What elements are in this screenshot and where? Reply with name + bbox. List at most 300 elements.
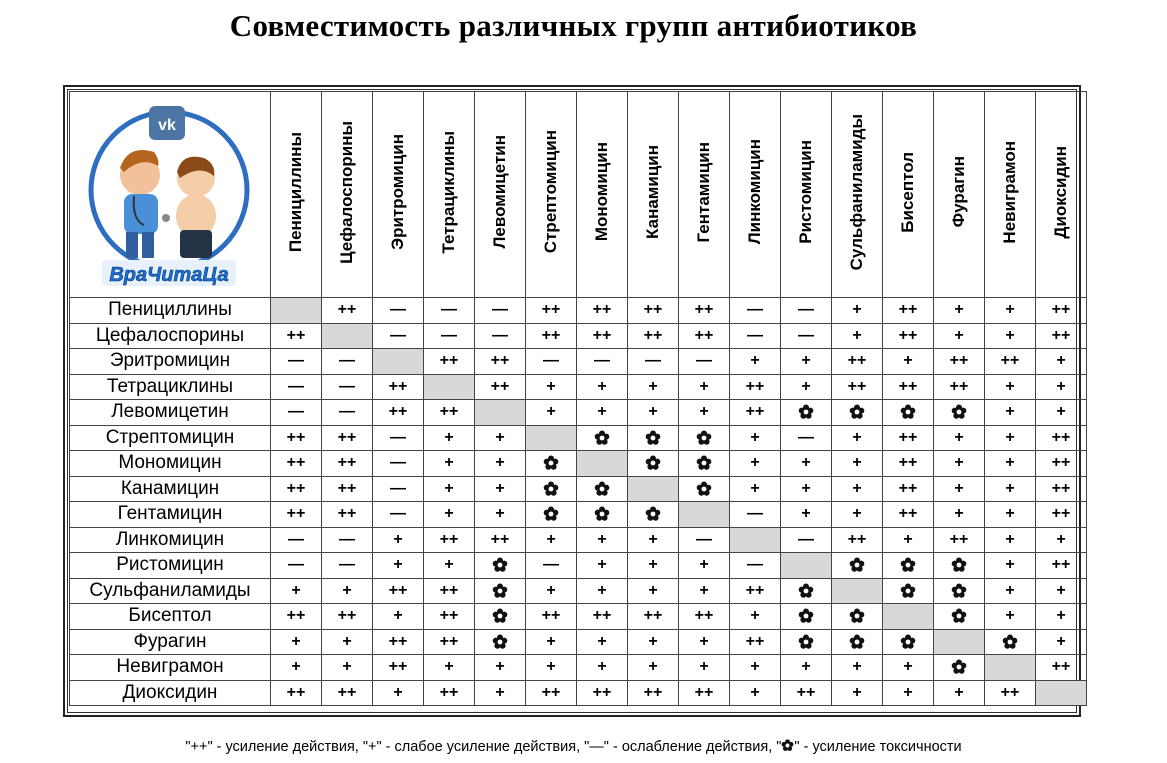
diagonal-cell bbox=[730, 527, 781, 553]
row-header: Диоксидин bbox=[70, 680, 271, 706]
interaction-cell: ++ bbox=[322, 502, 373, 528]
interaction-cell: + bbox=[985, 451, 1036, 477]
interaction-cell: ++ bbox=[424, 680, 475, 706]
interaction-cell: + bbox=[526, 629, 577, 655]
interaction-cell: + bbox=[832, 680, 883, 706]
interaction-cell: + bbox=[781, 451, 832, 477]
interaction-cell: + bbox=[475, 476, 526, 502]
interaction-cell: + bbox=[883, 655, 934, 681]
interaction-cell: ++ bbox=[730, 400, 781, 426]
diagonal-cell bbox=[475, 400, 526, 426]
column-header-label: Цефалоспорины bbox=[337, 120, 356, 264]
interaction-cell: + bbox=[730, 655, 781, 681]
interaction-cell: ++ bbox=[730, 374, 781, 400]
toxicity-flower-icon bbox=[900, 583, 916, 599]
interaction-cell: + bbox=[271, 629, 322, 655]
diagonal-cell bbox=[1036, 680, 1087, 706]
toxicity-cell bbox=[934, 604, 985, 630]
diagonal-cell bbox=[934, 629, 985, 655]
interaction-cell: + bbox=[475, 451, 526, 477]
column-header bbox=[577, 92, 628, 298]
interaction-cell: — bbox=[526, 349, 577, 375]
interaction-cell: + bbox=[1036, 527, 1087, 553]
interaction-cell: + bbox=[985, 527, 1036, 553]
interaction-cell: + bbox=[934, 476, 985, 502]
interaction-cell: + bbox=[628, 374, 679, 400]
toxicity-flower-icon bbox=[951, 659, 967, 675]
interaction-cell: ++ bbox=[526, 680, 577, 706]
row-header: Бисептол bbox=[70, 604, 271, 630]
toxicity-cell bbox=[781, 629, 832, 655]
interaction-cell: ++ bbox=[934, 527, 985, 553]
diagonal-cell bbox=[526, 425, 577, 451]
legend-text-2: " - усиление токсичности bbox=[794, 739, 962, 755]
interaction-cell: — bbox=[322, 400, 373, 426]
diagonal-cell bbox=[322, 323, 373, 349]
interaction-cell: + bbox=[985, 298, 1036, 324]
interaction-cell: ++ bbox=[883, 425, 934, 451]
toxicity-cell bbox=[934, 400, 985, 426]
toxicity-flower-icon bbox=[696, 455, 712, 471]
interaction-cell: + bbox=[526, 527, 577, 553]
toxicity-flower-icon bbox=[645, 455, 661, 471]
interaction-cell: + bbox=[985, 553, 1036, 579]
interaction-cell: + bbox=[1036, 629, 1087, 655]
interaction-cell: ++ bbox=[322, 425, 373, 451]
interaction-cell: + bbox=[526, 655, 577, 681]
svg-text:vk: vk bbox=[158, 117, 176, 134]
interaction-cell: ++ bbox=[475, 374, 526, 400]
column-header bbox=[526, 92, 577, 298]
interaction-cell: ++ bbox=[781, 680, 832, 706]
column-header bbox=[985, 92, 1036, 298]
interaction-cell: + bbox=[628, 553, 679, 579]
interaction-cell: ++ bbox=[271, 425, 322, 451]
toxicity-cell bbox=[934, 655, 985, 681]
interaction-cell: + bbox=[679, 655, 730, 681]
interaction-cell: + bbox=[424, 553, 475, 579]
table-row bbox=[70, 374, 1087, 400]
interaction-cell: — bbox=[373, 323, 424, 349]
interaction-cell: + bbox=[577, 578, 628, 604]
interaction-cell: ++ bbox=[373, 629, 424, 655]
toxicity-flower-icon bbox=[645, 430, 661, 446]
table-body bbox=[70, 298, 1087, 706]
interaction-cell: + bbox=[985, 604, 1036, 630]
interaction-cell: ++ bbox=[679, 604, 730, 630]
column-header-label: Стрептомицин bbox=[541, 130, 560, 254]
toxicity-flower-icon bbox=[543, 481, 559, 497]
interaction-cell: ++ bbox=[628, 323, 679, 349]
interaction-cell: — bbox=[679, 527, 730, 553]
column-header-label: Линкомицин bbox=[745, 139, 764, 245]
interaction-cell: ++ bbox=[424, 400, 475, 426]
interaction-cell: + bbox=[883, 527, 934, 553]
interaction-cell: + bbox=[424, 655, 475, 681]
column-header bbox=[934, 92, 985, 298]
interaction-cell: ++ bbox=[271, 604, 322, 630]
interaction-cell: + bbox=[526, 578, 577, 604]
toxicity-cell bbox=[832, 604, 883, 630]
vrachitalla-logo bbox=[84, 100, 254, 290]
toxicity-cell bbox=[781, 400, 832, 426]
interaction-cell: ++ bbox=[475, 527, 526, 553]
interaction-cell: ++ bbox=[526, 323, 577, 349]
interaction-cell: + bbox=[883, 349, 934, 375]
toxicity-flower-icon bbox=[951, 583, 967, 599]
interaction-cell: — bbox=[781, 527, 832, 553]
interaction-cell: — bbox=[781, 298, 832, 324]
toxicity-flower-icon bbox=[492, 608, 508, 624]
interaction-cell: + bbox=[628, 655, 679, 681]
interaction-cell: ++ bbox=[322, 604, 373, 630]
column-header-label: Бисептол bbox=[898, 151, 917, 233]
diagonal-cell bbox=[271, 298, 322, 324]
interaction-cell: ++ bbox=[424, 527, 475, 553]
column-header-label: Гентамицин bbox=[694, 141, 713, 243]
column-header bbox=[832, 92, 883, 298]
interaction-cell: ++ bbox=[1036, 655, 1087, 681]
table-row bbox=[70, 553, 1087, 579]
interaction-cell: + bbox=[730, 425, 781, 451]
column-header-label: Ристомицин bbox=[796, 140, 815, 244]
toxicity-cell bbox=[679, 451, 730, 477]
column-header-label: Левомицетин bbox=[490, 135, 509, 249]
interaction-cell: + bbox=[1036, 349, 1087, 375]
interaction-cell: ++ bbox=[628, 298, 679, 324]
interaction-cell: + bbox=[271, 655, 322, 681]
row-header: Гентамицин bbox=[70, 502, 271, 528]
interaction-cell: + bbox=[475, 680, 526, 706]
diagonal-cell bbox=[781, 553, 832, 579]
interaction-cell: — bbox=[271, 349, 322, 375]
interaction-cell: + bbox=[373, 680, 424, 706]
interaction-cell: ++ bbox=[475, 349, 526, 375]
diagonal-cell bbox=[373, 349, 424, 375]
interaction-cell: ++ bbox=[679, 680, 730, 706]
interaction-cell: + bbox=[322, 655, 373, 681]
interaction-cell: + bbox=[373, 553, 424, 579]
toxicity-flower-icon bbox=[849, 634, 865, 650]
interaction-cell: + bbox=[526, 400, 577, 426]
column-header bbox=[271, 92, 322, 298]
interaction-cell: — bbox=[271, 400, 322, 426]
interaction-cell: + bbox=[628, 578, 679, 604]
interaction-cell: + bbox=[832, 502, 883, 528]
toxicity-cell bbox=[577, 476, 628, 502]
page-title: Совместимость различных групп антибиотиков bbox=[229, 8, 918, 43]
interaction-cell: ++ bbox=[526, 298, 577, 324]
interaction-cell: ++ bbox=[832, 349, 883, 375]
interaction-cell: ++ bbox=[577, 604, 628, 630]
row-header: Фурагин bbox=[70, 629, 271, 655]
interaction-cell: — bbox=[373, 298, 424, 324]
diagonal-cell bbox=[985, 655, 1036, 681]
interaction-cell: ++ bbox=[373, 655, 424, 681]
toxicity-flower-icon bbox=[594, 481, 610, 497]
interaction-cell: + bbox=[679, 578, 730, 604]
toxicity-flower-icon bbox=[951, 608, 967, 624]
toxicity-cell bbox=[526, 476, 577, 502]
interaction-cell: + bbox=[985, 578, 1036, 604]
interaction-cell: + bbox=[985, 400, 1036, 426]
interaction-cell: + bbox=[985, 502, 1036, 528]
interaction-cell: + bbox=[577, 400, 628, 426]
diagonal-cell bbox=[679, 502, 730, 528]
toxicity-cell bbox=[628, 502, 679, 528]
interaction-cell: ++ bbox=[883, 476, 934, 502]
column-header-label: Тетрациклины bbox=[439, 130, 458, 254]
interaction-cell: ++ bbox=[883, 298, 934, 324]
toxicity-flower-icon bbox=[594, 430, 610, 446]
interaction-cell: + bbox=[1036, 604, 1087, 630]
toxicity-flower-icon bbox=[951, 404, 967, 420]
interaction-cell: ++ bbox=[526, 604, 577, 630]
interaction-cell: + bbox=[679, 629, 730, 655]
interaction-cell: + bbox=[1036, 400, 1087, 426]
interaction-cell: ++ bbox=[679, 298, 730, 324]
column-header-label: Невиграмон bbox=[1000, 140, 1019, 244]
table-row bbox=[70, 298, 1087, 324]
interaction-cell: — bbox=[577, 349, 628, 375]
interaction-cell: — bbox=[373, 502, 424, 528]
diagonal-cell bbox=[832, 578, 883, 604]
table-row bbox=[70, 680, 1087, 706]
interaction-cell: ++ bbox=[373, 400, 424, 426]
interaction-cell: — bbox=[322, 553, 373, 579]
toxicity-cell bbox=[781, 604, 832, 630]
interaction-cell: + bbox=[577, 374, 628, 400]
column-header-label: Мономицин bbox=[592, 142, 611, 242]
interaction-cell: ++ bbox=[883, 323, 934, 349]
column-header-label: Диоксидин bbox=[1051, 145, 1070, 239]
interaction-cell: + bbox=[985, 425, 1036, 451]
interaction-cell: + bbox=[832, 476, 883, 502]
toxicity-cell bbox=[475, 604, 526, 630]
table-row bbox=[70, 323, 1087, 349]
interaction-cell: + bbox=[577, 553, 628, 579]
interaction-cell: — bbox=[424, 298, 475, 324]
interaction-cell: ++ bbox=[1036, 323, 1087, 349]
column-header bbox=[373, 92, 424, 298]
toxicity-flower-icon bbox=[492, 634, 508, 650]
row-header: Сульфаниламиды bbox=[70, 578, 271, 604]
interaction-cell: + bbox=[271, 578, 322, 604]
interaction-cell: ++ bbox=[424, 349, 475, 375]
toxicity-cell bbox=[832, 400, 883, 426]
column-header bbox=[679, 92, 730, 298]
toxicity-cell bbox=[832, 553, 883, 579]
row-header: Пенициллины bbox=[70, 298, 271, 324]
toxicity-flower-icon bbox=[900, 404, 916, 420]
toxicity-flower-icon bbox=[951, 557, 967, 573]
interaction-cell: + bbox=[679, 374, 730, 400]
interaction-cell: + bbox=[424, 425, 475, 451]
interaction-cell: ++ bbox=[883, 374, 934, 400]
toxicity-cell bbox=[679, 425, 730, 451]
interaction-cell: — bbox=[322, 374, 373, 400]
interaction-cell: + bbox=[883, 680, 934, 706]
interaction-cell: ++ bbox=[1036, 425, 1087, 451]
interaction-cell: + bbox=[985, 374, 1036, 400]
toxicity-flower-icon bbox=[594, 506, 610, 522]
column-header bbox=[883, 92, 934, 298]
interaction-cell: + bbox=[424, 476, 475, 502]
interaction-cell: ++ bbox=[271, 476, 322, 502]
row-header: Ристомицин bbox=[70, 553, 271, 579]
toxicity-cell bbox=[577, 502, 628, 528]
interaction-cell: + bbox=[628, 527, 679, 553]
interaction-cell: — bbox=[373, 425, 424, 451]
interaction-cell: — bbox=[271, 527, 322, 553]
interaction-cell: + bbox=[934, 680, 985, 706]
toxicity-flower-icon bbox=[696, 481, 712, 497]
interaction-cell: + bbox=[934, 502, 985, 528]
interaction-cell: — bbox=[271, 553, 322, 579]
interaction-cell: — bbox=[373, 476, 424, 502]
column-header bbox=[730, 92, 781, 298]
row-header: Цефалоспорины bbox=[70, 323, 271, 349]
interaction-cell: + bbox=[730, 604, 781, 630]
interaction-cell: + bbox=[577, 629, 628, 655]
interaction-cell: + bbox=[730, 349, 781, 375]
interaction-cell: ++ bbox=[577, 680, 628, 706]
interaction-cell: + bbox=[424, 502, 475, 528]
interaction-cell: ++ bbox=[424, 629, 475, 655]
interaction-cell: + bbox=[577, 527, 628, 553]
interaction-cell: + bbox=[985, 323, 1036, 349]
row-header: Мономицин bbox=[70, 451, 271, 477]
logo-cell bbox=[70, 92, 271, 298]
interaction-cell: ++ bbox=[883, 502, 934, 528]
toxicity-flower-icon bbox=[849, 404, 865, 420]
toxicity-cell bbox=[526, 451, 577, 477]
toxicity-flower-icon bbox=[849, 608, 865, 624]
interaction-cell: — bbox=[271, 374, 322, 400]
table-row bbox=[70, 655, 1087, 681]
interaction-cell: + bbox=[526, 374, 577, 400]
toxicity-cell bbox=[475, 553, 526, 579]
table-row bbox=[70, 578, 1087, 604]
row-header: Стрептомицин bbox=[70, 425, 271, 451]
interaction-cell: + bbox=[781, 374, 832, 400]
toxicity-flower-icon bbox=[1002, 634, 1018, 650]
table-row bbox=[70, 451, 1087, 477]
table-row bbox=[70, 425, 1087, 451]
toxicity-cell bbox=[781, 578, 832, 604]
interaction-cell: + bbox=[373, 604, 424, 630]
interaction-cell: + bbox=[832, 425, 883, 451]
interaction-cell: + bbox=[424, 451, 475, 477]
toxicity-cell bbox=[883, 553, 934, 579]
column-header bbox=[322, 92, 373, 298]
interaction-cell: + bbox=[781, 502, 832, 528]
interaction-cell: ++ bbox=[628, 680, 679, 706]
toxicity-cell bbox=[475, 578, 526, 604]
interaction-cell: ++ bbox=[1036, 476, 1087, 502]
interaction-cell: + bbox=[373, 527, 424, 553]
interaction-cell: ++ bbox=[322, 680, 373, 706]
toxicity-flower-icon bbox=[781, 739, 794, 752]
interaction-cell: ++ bbox=[373, 374, 424, 400]
table-row bbox=[70, 604, 1087, 630]
interaction-cell: ++ bbox=[271, 451, 322, 477]
toxicity-cell bbox=[577, 425, 628, 451]
interaction-cell: + bbox=[322, 578, 373, 604]
column-header-label: Пенициллины bbox=[286, 131, 305, 253]
toxicity-flower-icon bbox=[900, 634, 916, 650]
interaction-cell: + bbox=[679, 400, 730, 426]
table-row bbox=[70, 527, 1087, 553]
row-header: Канамицин bbox=[70, 476, 271, 502]
interaction-cell: ++ bbox=[628, 604, 679, 630]
interaction-cell: ++ bbox=[730, 629, 781, 655]
interaction-cell: ++ bbox=[271, 323, 322, 349]
column-header-label: Сульфаниламиды bbox=[847, 113, 866, 271]
interaction-cell: + bbox=[475, 502, 526, 528]
column-header bbox=[628, 92, 679, 298]
column-header-label: Фурагин bbox=[949, 156, 968, 228]
interaction-cell: ++ bbox=[985, 680, 1036, 706]
interaction-cell: ++ bbox=[730, 578, 781, 604]
interaction-cell: + bbox=[1036, 578, 1087, 604]
interaction-cell: ++ bbox=[424, 578, 475, 604]
interaction-cell: ++ bbox=[1036, 502, 1087, 528]
interaction-cell: + bbox=[832, 655, 883, 681]
toxicity-flower-icon bbox=[798, 404, 814, 420]
toxicity-flower-icon bbox=[900, 557, 916, 573]
toxicity-cell bbox=[832, 629, 883, 655]
interaction-cell: ++ bbox=[934, 374, 985, 400]
interaction-cell: + bbox=[1036, 374, 1087, 400]
table-row bbox=[70, 502, 1087, 528]
interaction-cell: ++ bbox=[424, 604, 475, 630]
interaction-cell: + bbox=[628, 400, 679, 426]
interaction-cell: + bbox=[475, 425, 526, 451]
toxicity-cell bbox=[475, 629, 526, 655]
interaction-cell: ++ bbox=[373, 578, 424, 604]
toxicity-cell bbox=[679, 476, 730, 502]
interaction-cell: + bbox=[934, 425, 985, 451]
interaction-cell: + bbox=[985, 476, 1036, 502]
compatibility-table bbox=[69, 91, 1087, 706]
interaction-cell: — bbox=[424, 323, 475, 349]
column-header bbox=[424, 92, 475, 298]
interaction-cell: + bbox=[628, 629, 679, 655]
toxicity-cell bbox=[883, 400, 934, 426]
toxicity-cell bbox=[883, 629, 934, 655]
toxicity-flower-icon bbox=[492, 583, 508, 599]
interaction-cell: — bbox=[730, 323, 781, 349]
interaction-cell: — bbox=[781, 323, 832, 349]
table-row bbox=[70, 400, 1087, 426]
interaction-cell: + bbox=[934, 323, 985, 349]
interaction-cell: ++ bbox=[883, 451, 934, 477]
row-header: Линкомицин bbox=[70, 527, 271, 553]
interaction-cell: ++ bbox=[322, 451, 373, 477]
interaction-cell: + bbox=[730, 451, 781, 477]
interaction-cell: + bbox=[679, 553, 730, 579]
interaction-cell: ++ bbox=[577, 298, 628, 324]
interaction-cell: ++ bbox=[271, 680, 322, 706]
toxicity-cell bbox=[628, 451, 679, 477]
interaction-cell: ++ bbox=[985, 349, 1036, 375]
interaction-cell: — bbox=[526, 553, 577, 579]
toxicity-flower-icon bbox=[798, 634, 814, 650]
interaction-cell: + bbox=[781, 476, 832, 502]
toxicity-flower-icon bbox=[492, 557, 508, 573]
interaction-cell: ++ bbox=[1036, 298, 1087, 324]
